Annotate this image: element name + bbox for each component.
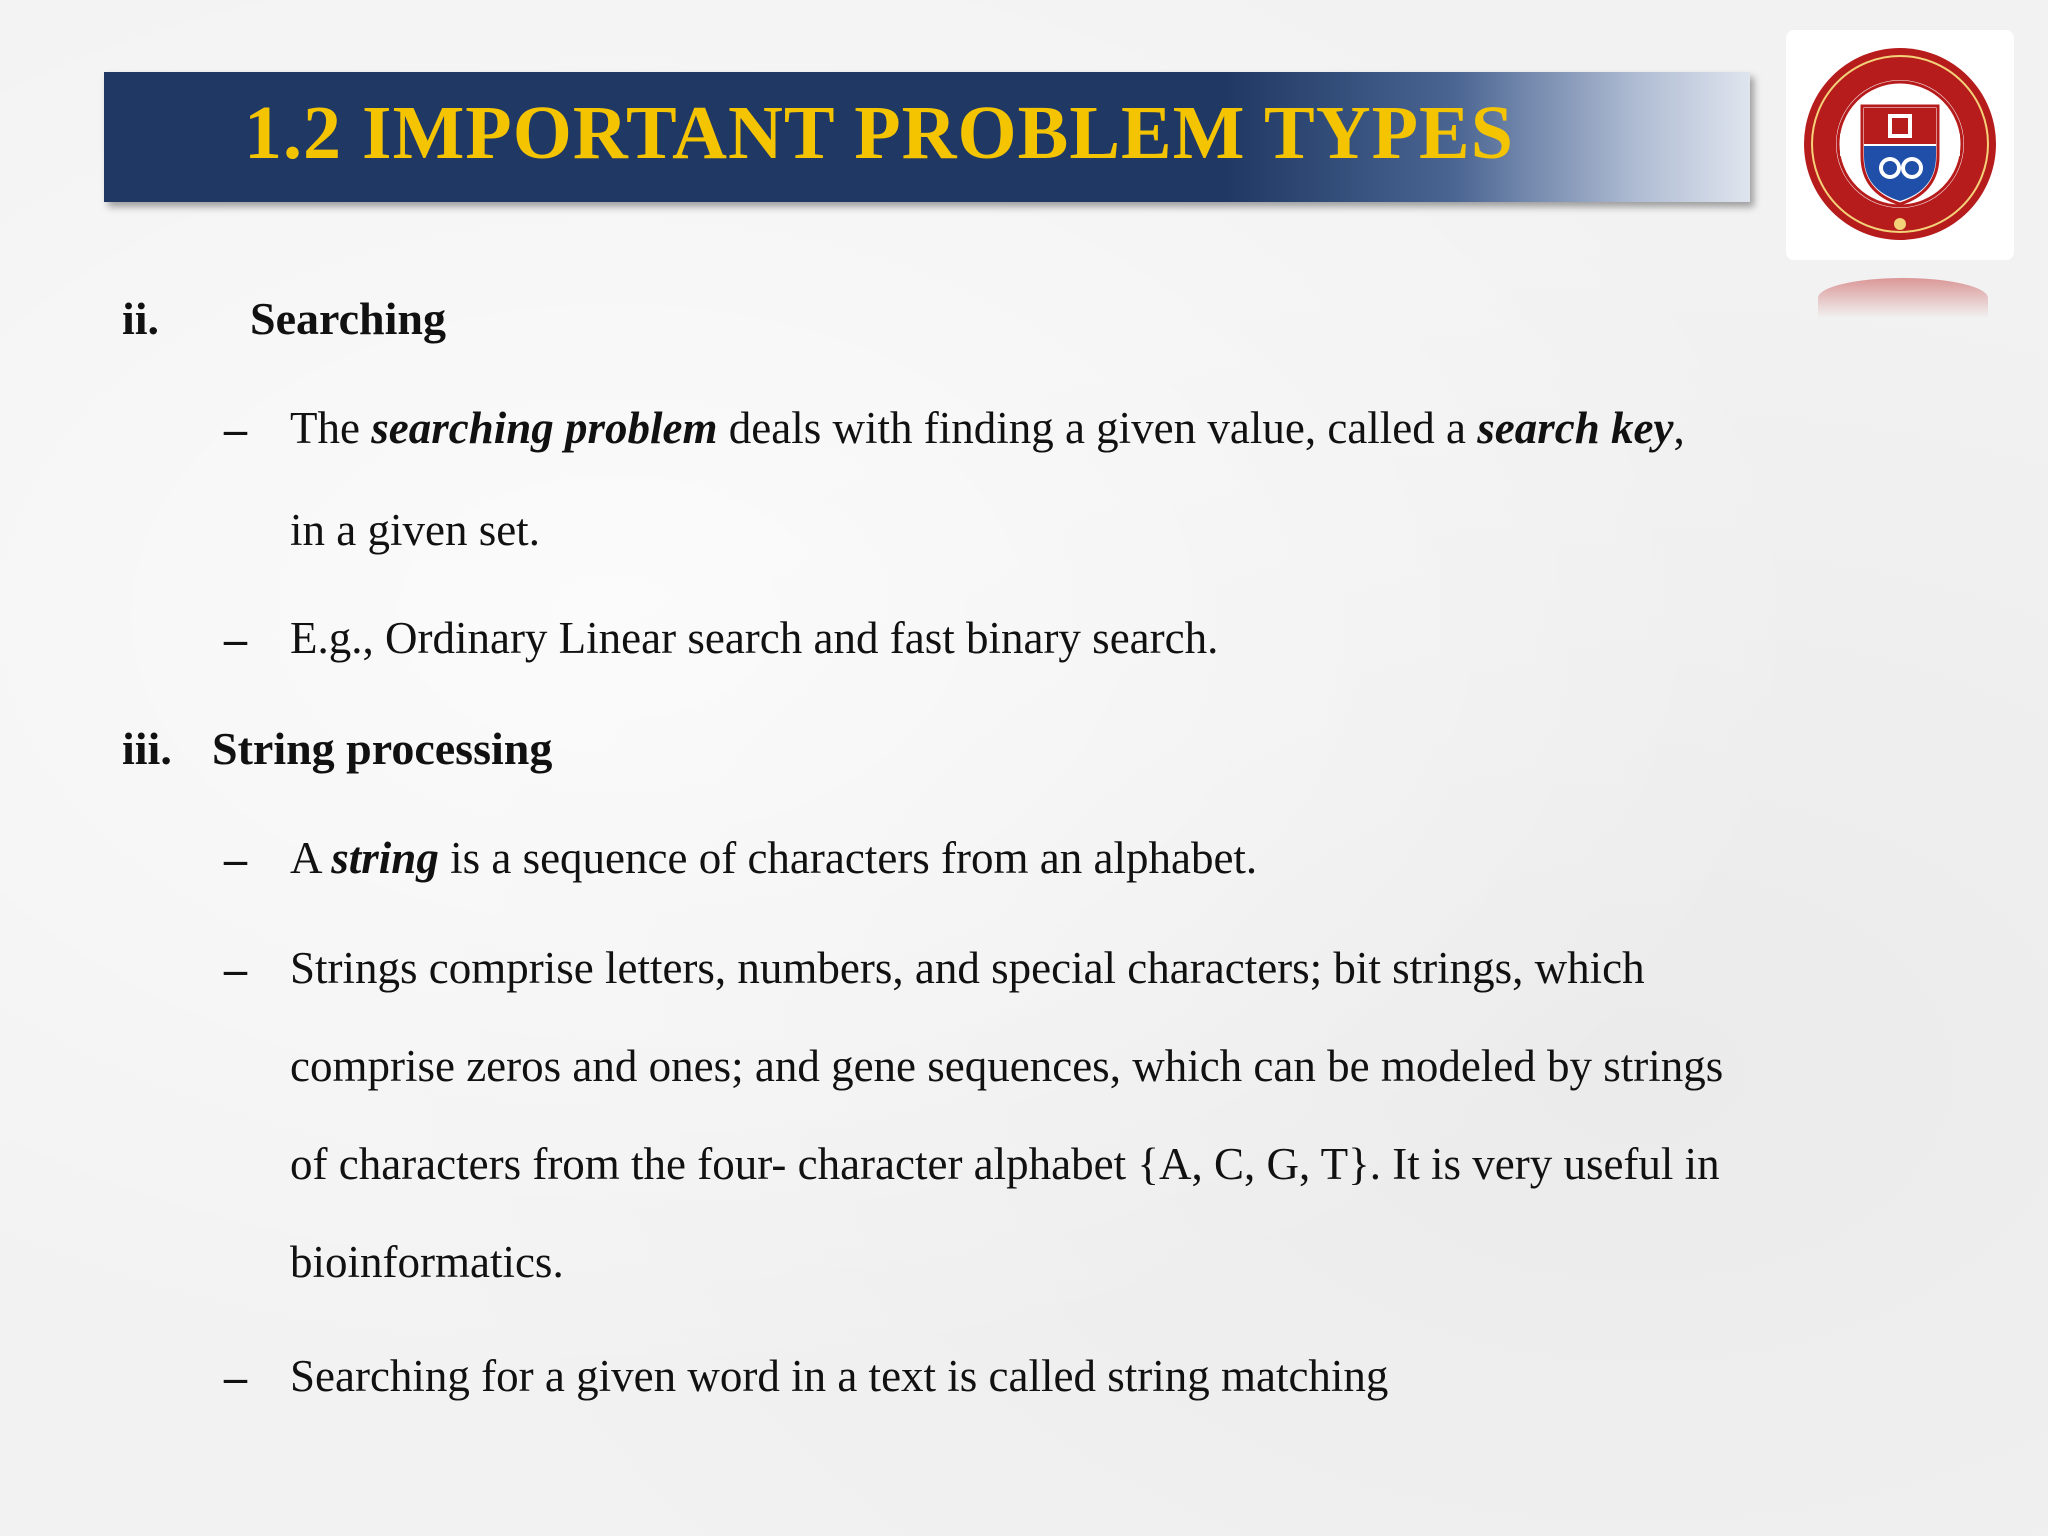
bullet-dash: – — [224, 943, 247, 994]
term-searching-problem: searching problem — [371, 403, 718, 453]
bullet-line-continuation: of characters from the four- character alphabet {A, C, G, T}. It is very useful in — [290, 1139, 1720, 1189]
bullet-line: E.g., Ordinary Linear search and fast binary search. — [290, 613, 1219, 663]
section-heading-string-processing: String processing — [212, 723, 553, 774]
bullet-line: The searching problem deals with finding a given value, called a search key, — [290, 403, 1685, 453]
bullet-dash: – — [224, 1351, 247, 1402]
bullet-line: A string is a sequence of characters from an alphabet. — [290, 833, 1258, 883]
term-string: string — [331, 833, 439, 883]
bullet-dash: – — [224, 833, 247, 884]
bullet-dash: – — [224, 403, 247, 454]
bullet-line: Searching for a given word in a text is called string matching — [290, 1351, 1389, 1401]
bullet-dash: – — [224, 613, 247, 664]
bullet-line: Strings comprise letters, numbers, and special characters; bit strings, which — [290, 943, 1645, 993]
term-search-key: search key — [1477, 403, 1674, 453]
slide-title: 1.2 IMPORTANT PROBLEM TYPES — [244, 91, 1515, 175]
section-numeral: iii. — [122, 723, 172, 774]
section-numeral: ii. — [122, 293, 160, 344]
bullet-line-continuation: comprise zeros and ones; and gene sequences, which can be modeled by strings — [290, 1041, 1724, 1091]
bullet-line-continuation: in a given set. — [290, 505, 540, 555]
bullet-line-continuation: bioinformatics. — [290, 1237, 564, 1287]
section-heading-searching: Searching — [250, 293, 446, 344]
